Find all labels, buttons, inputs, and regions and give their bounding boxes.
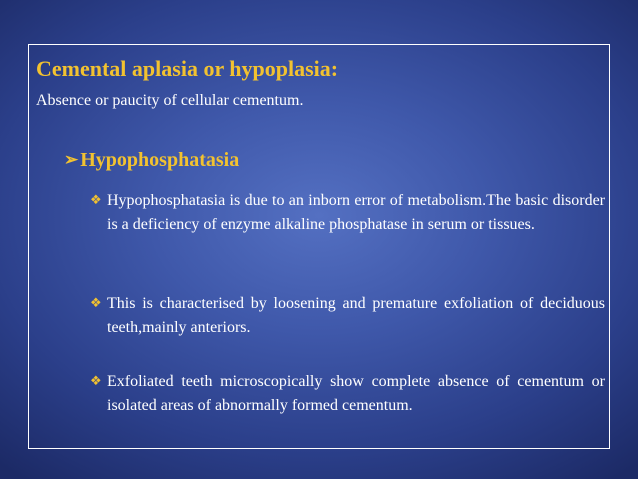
- diamond-bullet-icon: ❖: [90, 296, 102, 311]
- bullet-item-2: [90, 292, 605, 340]
- bullet-item-1-text: Hypophosphatasia is due to an inborn error of metabolism.The basic disorder is a deficiency of enzyme alkaline phosphatase in serum or tissues.: [107, 192, 605, 233]
- section-heading: [64, 149, 239, 172]
- diamond-bullet-icon: ❖: [90, 374, 102, 389]
- slide-subtitle: Absence or paucity of cellular cementum.: [36, 92, 304, 109]
- section-heading-text: Hypophosphatasia: [80, 149, 240, 171]
- bullet-item-2-text: This is characterised by loosening and premature exfoliation of deciduous teeth,mainly anteriors.: [107, 295, 605, 336]
- bullet-item-1: [90, 189, 605, 237]
- bullet-item-3: [90, 370, 605, 418]
- bullet-item-3-text: Exfoliated teeth microscopically show complete absence of cementum or isolated areas of abnormally formed cementum.: [107, 373, 605, 414]
- diamond-bullet-icon: ❖: [90, 193, 102, 208]
- arrow-bullet-icon: ➢: [64, 150, 79, 169]
- slide-title: Cemental aplasia or hypoplasia:: [36, 56, 339, 81]
